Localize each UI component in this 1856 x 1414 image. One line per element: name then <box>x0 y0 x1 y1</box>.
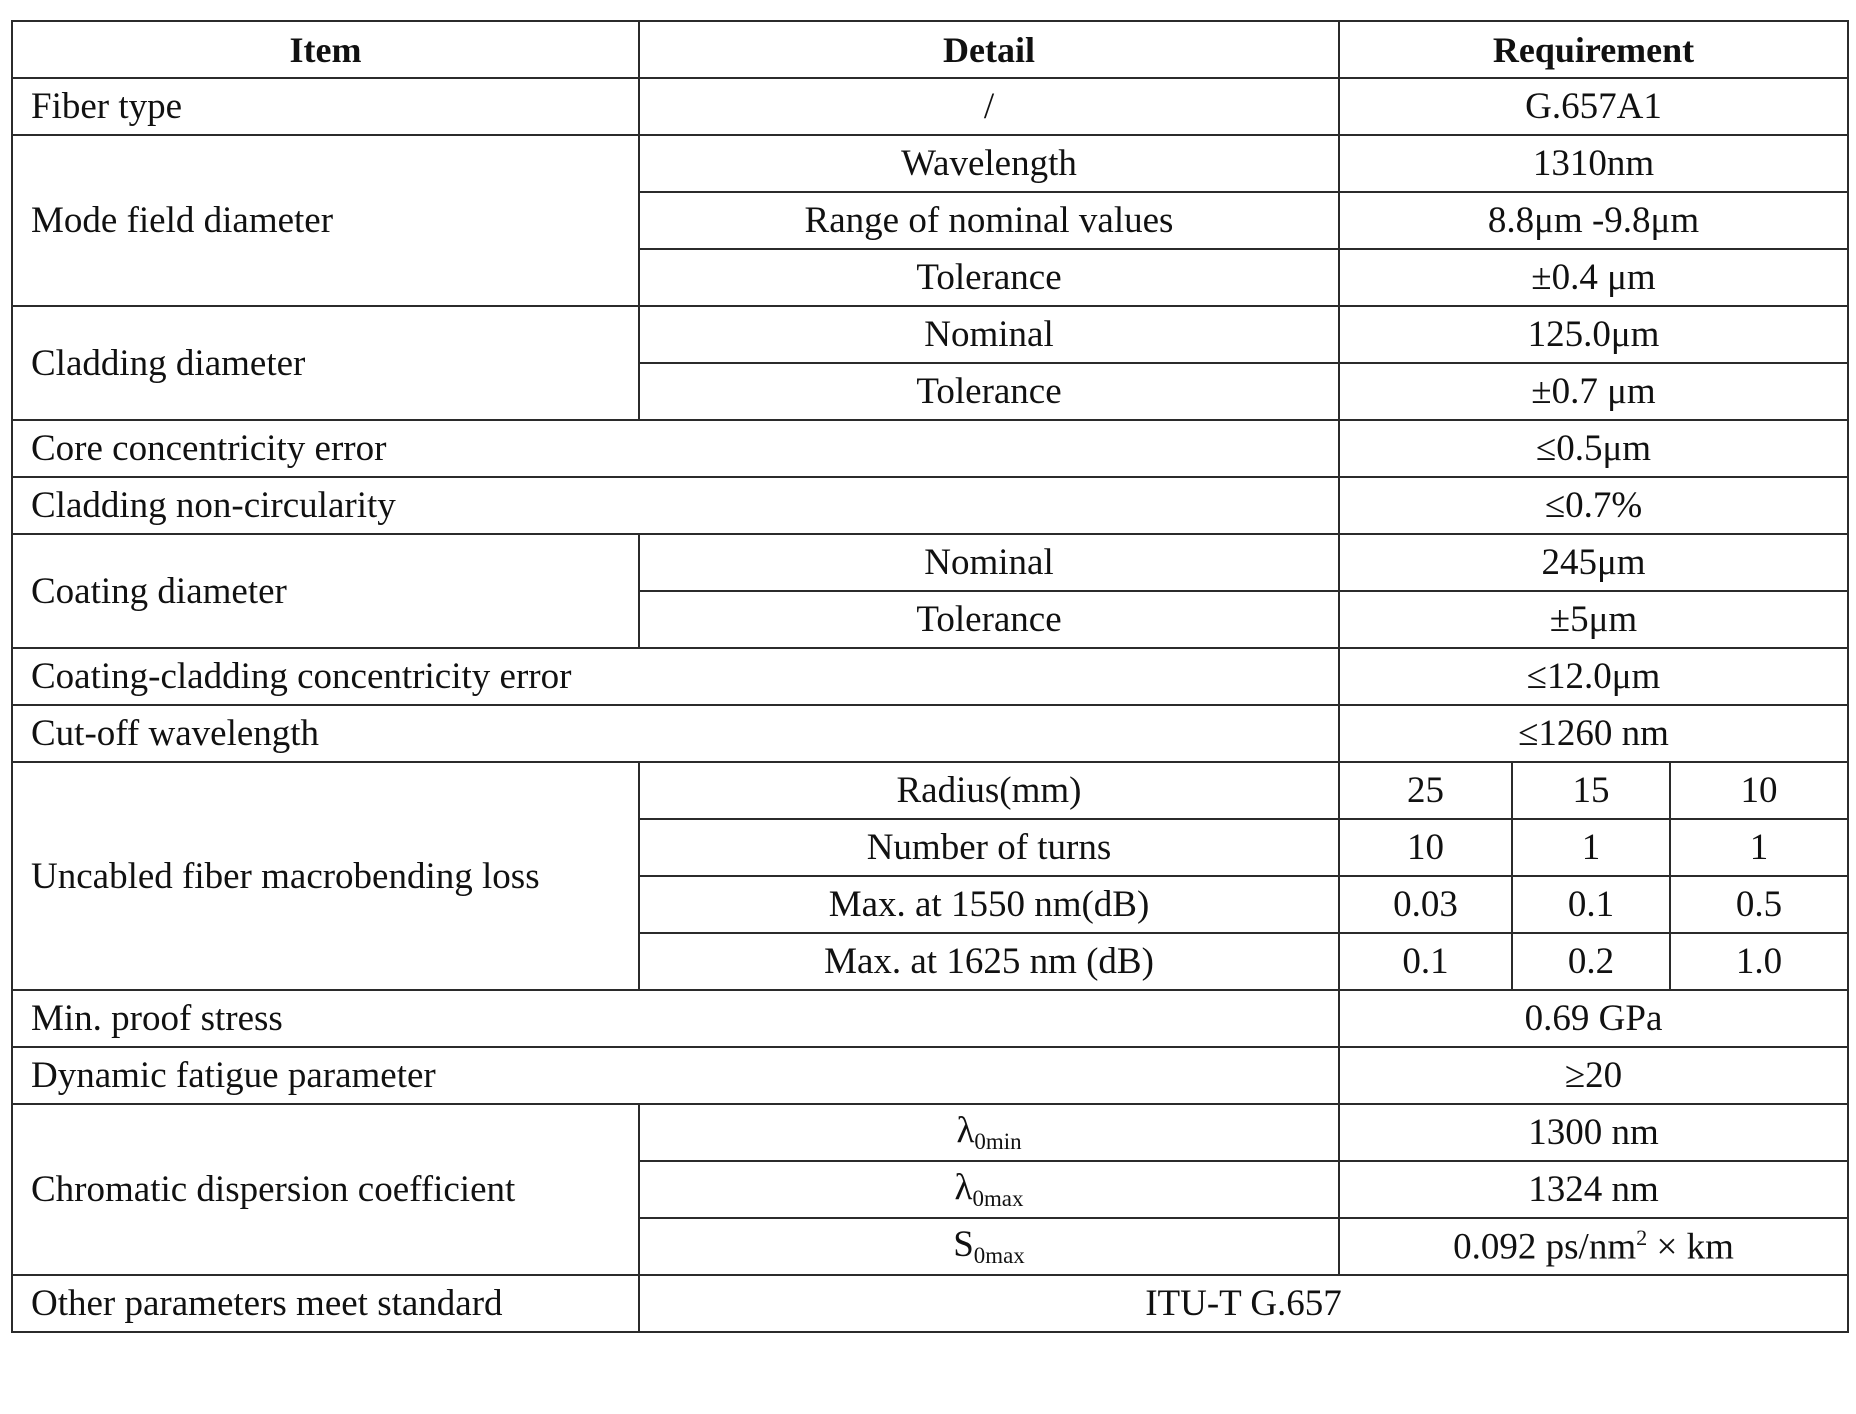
requirement-cell: ±0.7 μm <box>1339 363 1848 420</box>
detail-cell: Number of turns <box>639 819 1339 876</box>
item-label: Dynamic fatigue parameter <box>12 1047 1339 1104</box>
requirement-cell: ≤0.5μm <box>1339 420 1848 477</box>
detail-symbol-cell <box>639 1161 1339 1218</box>
detail-cell: Max. at 1550 nm(dB) <box>639 876 1339 933</box>
requirement-cell <box>1339 1218 1848 1275</box>
requirement-cell: 1324 nm <box>1339 1161 1848 1218</box>
item-label: Uncabled fiber macrobending loss <box>12 762 639 990</box>
detail-cell: / <box>639 78 1339 135</box>
item-label: Fiber type <box>12 78 639 135</box>
requirement-cell: G.657A1 <box>1339 78 1848 135</box>
detail-cell: Tolerance <box>639 363 1339 420</box>
row-macrobending-1 <box>12 762 1848 819</box>
requirement-cell: 1310nm <box>1339 135 1848 192</box>
header-requirement: Requirement <box>1339 21 1848 78</box>
row-core-concentricity <box>12 420 1848 477</box>
symbol-lambda: λ <box>954 1166 973 1208</box>
item-label: Coating diameter <box>12 534 639 648</box>
detail-cell: Tolerance <box>639 249 1339 306</box>
symbol-subscript: 0max <box>972 1185 1024 1211</box>
requirement-cell: 8.8μm -9.8μm <box>1339 192 1848 249</box>
row-cladding-diameter-1 <box>12 306 1848 363</box>
requirement-cell: ≥20 <box>1339 1047 1848 1104</box>
symbol-subscript: 0min <box>974 1128 1022 1154</box>
row-mode-field-1 <box>12 135 1848 192</box>
item-label: Mode field diameter <box>12 135 639 306</box>
req-prefix: 0.092 ps/nm <box>1453 1226 1637 1268</box>
item-label: Cladding diameter <box>12 306 639 420</box>
requirement-cell: ±0.4 μm <box>1339 249 1848 306</box>
value-cell: 1.0 <box>1670 933 1848 990</box>
requirement-cell: 0.69 GPa <box>1339 990 1848 1047</box>
header-item: Item <box>12 21 639 78</box>
detail-cell: Nominal <box>639 534 1339 591</box>
row-cutoff <box>12 705 1848 762</box>
row-chromatic-1 <box>12 1104 1848 1161</box>
value-cell: 1 <box>1512 819 1670 876</box>
item-label: Core concentricity error <box>12 420 1339 477</box>
value-cell: 0.03 <box>1339 876 1512 933</box>
requirement-cell: ≤12.0μm <box>1339 648 1848 705</box>
value-cell: 0.1 <box>1339 933 1512 990</box>
row-coating-cladding <box>12 648 1848 705</box>
value-cell: 10 <box>1339 819 1512 876</box>
requirement-cell: ≤0.7% <box>1339 477 1848 534</box>
item-label: Min. proof stress <box>12 990 1339 1047</box>
item-label: Cladding non-circularity <box>12 477 1339 534</box>
symbol-lambda: λ <box>956 1109 975 1151</box>
detail-cell: Range of nominal values <box>639 192 1339 249</box>
detail-symbol-cell <box>639 1104 1339 1161</box>
header-detail: Detail <box>639 21 1339 78</box>
item-label: Other parameters meet standard <box>12 1275 639 1332</box>
fiber-spec-table <box>11 20 1849 1333</box>
requirement-cell: 125.0μm <box>1339 306 1848 363</box>
detail-cell: Wavelength <box>639 135 1339 192</box>
requirement-cell: ±5μm <box>1339 591 1848 648</box>
detail-cell: Radius(mm) <box>639 762 1339 819</box>
row-proof-stress <box>12 990 1848 1047</box>
value-cell: 1 <box>1670 819 1848 876</box>
detail-cell: Tolerance <box>639 591 1339 648</box>
value-cell: 0.2 <box>1512 933 1670 990</box>
row-coating-diameter-1 <box>12 534 1848 591</box>
detail-cell: Max. at 1625 nm (dB) <box>639 933 1339 990</box>
item-label: Cut-off wavelength <box>12 705 1339 762</box>
requirement-cell: ≤1260 nm <box>1339 705 1848 762</box>
item-label: Chromatic dispersion coefficient <box>12 1104 639 1275</box>
req-superscript: 2 <box>1636 1225 1648 1251</box>
value-cell: 15 <box>1512 762 1670 819</box>
detail-symbol-cell <box>639 1218 1339 1275</box>
value-cell: 0.1 <box>1512 876 1670 933</box>
value-cell: 25 <box>1339 762 1512 819</box>
req-suffix: × km <box>1647 1226 1734 1268</box>
symbol-subscript: 0max <box>973 1242 1025 1268</box>
requirement-cell: 245μm <box>1339 534 1848 591</box>
detail-cell: Nominal <box>639 306 1339 363</box>
value-cell: 10 <box>1670 762 1848 819</box>
row-fiber-type <box>12 78 1848 135</box>
requirement-cell: ITU-T G.657 <box>639 1275 1848 1332</box>
row-other-parameters <box>12 1275 1848 1332</box>
value-cell: 0.5 <box>1670 876 1848 933</box>
requirement-cell: 1300 nm <box>1339 1104 1848 1161</box>
row-cladding-noncircularity <box>12 477 1848 534</box>
row-fatigue <box>12 1047 1848 1104</box>
header-row <box>12 21 1848 78</box>
symbol-s: S <box>953 1223 974 1265</box>
item-label: Coating-cladding concentricity error <box>12 648 1339 705</box>
